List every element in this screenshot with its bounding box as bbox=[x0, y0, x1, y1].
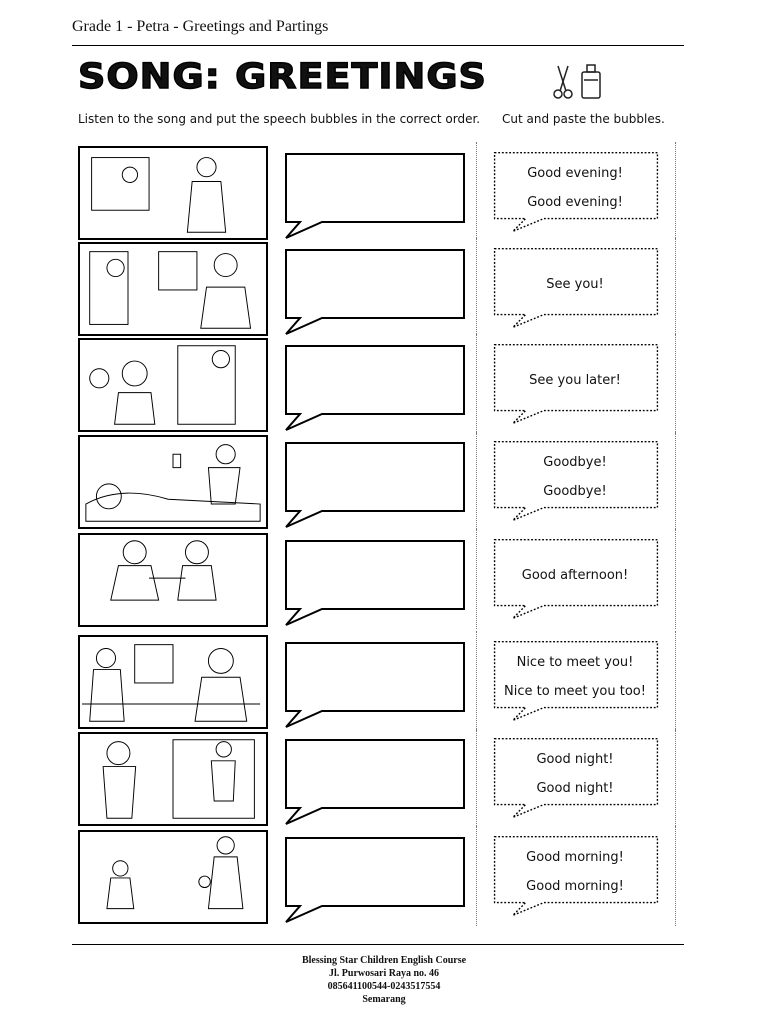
empty-speech-bubble[interactable] bbox=[282, 439, 468, 535]
scene-picture-father-arrives bbox=[78, 338, 268, 432]
bubble-text: Good evening! bbox=[527, 166, 623, 181]
bubble-lines bbox=[482, 247, 668, 321]
bubble-text: Good evening! bbox=[527, 195, 623, 210]
bubble-lines bbox=[482, 151, 668, 225]
empty-speech-bubble[interactable] bbox=[282, 639, 468, 735]
bubble-lines bbox=[482, 835, 668, 909]
bubble-lines bbox=[482, 440, 668, 514]
bubble-text: Good morning! bbox=[526, 879, 624, 894]
empty-speech-bubble[interactable] bbox=[282, 342, 468, 438]
scene-illustration bbox=[80, 244, 266, 334]
bubble-text: Good night! bbox=[536, 781, 614, 796]
bubble-lines bbox=[482, 737, 668, 811]
bubble-text: Nice to meet you! bbox=[516, 655, 634, 670]
footer-line-4: Semarang bbox=[362, 994, 406, 1005]
empty-speech-bubble[interactable] bbox=[282, 246, 468, 342]
scene-picture-bedtime-light bbox=[78, 435, 268, 529]
bubble-text: See you later! bbox=[529, 372, 621, 388]
scene-illustration bbox=[80, 340, 266, 430]
footer-line-3: 085641100544-0243517554 bbox=[327, 981, 441, 992]
scene-picture-neighbours-fence bbox=[78, 635, 268, 729]
bubble-text: Good morning! bbox=[526, 850, 624, 865]
worksheet-title: SONG: GREETINGS bbox=[78, 56, 487, 97]
bubble-text: Goodbye! bbox=[543, 484, 607, 499]
footer-line-2: Jl. Purwosari Raya no. 46 bbox=[329, 968, 439, 979]
instruction-right: Cut and paste the bubbles. bbox=[502, 112, 665, 126]
bubble-text: Nice to meet you too! bbox=[504, 684, 646, 699]
footer bbox=[0, 954, 768, 1006]
bubble-lines bbox=[482, 640, 668, 714]
footer-rule bbox=[72, 944, 684, 945]
scissors-icon bbox=[554, 66, 572, 98]
bubble-lines bbox=[482, 343, 668, 417]
scene-picture-mother-child bbox=[78, 830, 268, 924]
empty-speech-bubble[interactable] bbox=[282, 150, 468, 246]
scene-illustration bbox=[80, 734, 266, 824]
scene-picture-children-meet bbox=[78, 533, 268, 627]
empty-speech-bubble[interactable] bbox=[282, 834, 468, 930]
bubble-lines bbox=[482, 538, 668, 612]
footer-line-1: Blessing Star Children English Course bbox=[301, 955, 467, 966]
scene-illustration bbox=[80, 437, 266, 527]
scene-picture-leaving-door bbox=[78, 242, 268, 336]
header-rule bbox=[72, 45, 684, 46]
empty-speech-bubble[interactable] bbox=[282, 736, 468, 832]
instruction-left: Listen to the song and put the speech bubbles in the correct order. bbox=[78, 112, 481, 126]
scene-illustration bbox=[80, 535, 266, 625]
bubble-text: Good night! bbox=[536, 752, 614, 767]
empty-speech-bubble[interactable] bbox=[282, 537, 468, 633]
bubble-text: See you! bbox=[546, 276, 604, 292]
scene-illustration bbox=[80, 148, 266, 238]
tool-icons bbox=[552, 62, 612, 102]
bubble-text: Goodbye! bbox=[543, 455, 607, 470]
glue-icon bbox=[582, 65, 600, 98]
scene-illustration bbox=[80, 832, 266, 922]
bubble-text: Good afternoon! bbox=[521, 567, 629, 583]
scene-illustration bbox=[80, 637, 266, 727]
scene-picture-wake-up-morning bbox=[78, 146, 268, 240]
worksheet-header: Grade 1 - Petra - Greetings and Partings bbox=[72, 18, 329, 35]
scene-picture-wave-door bbox=[78, 732, 268, 826]
